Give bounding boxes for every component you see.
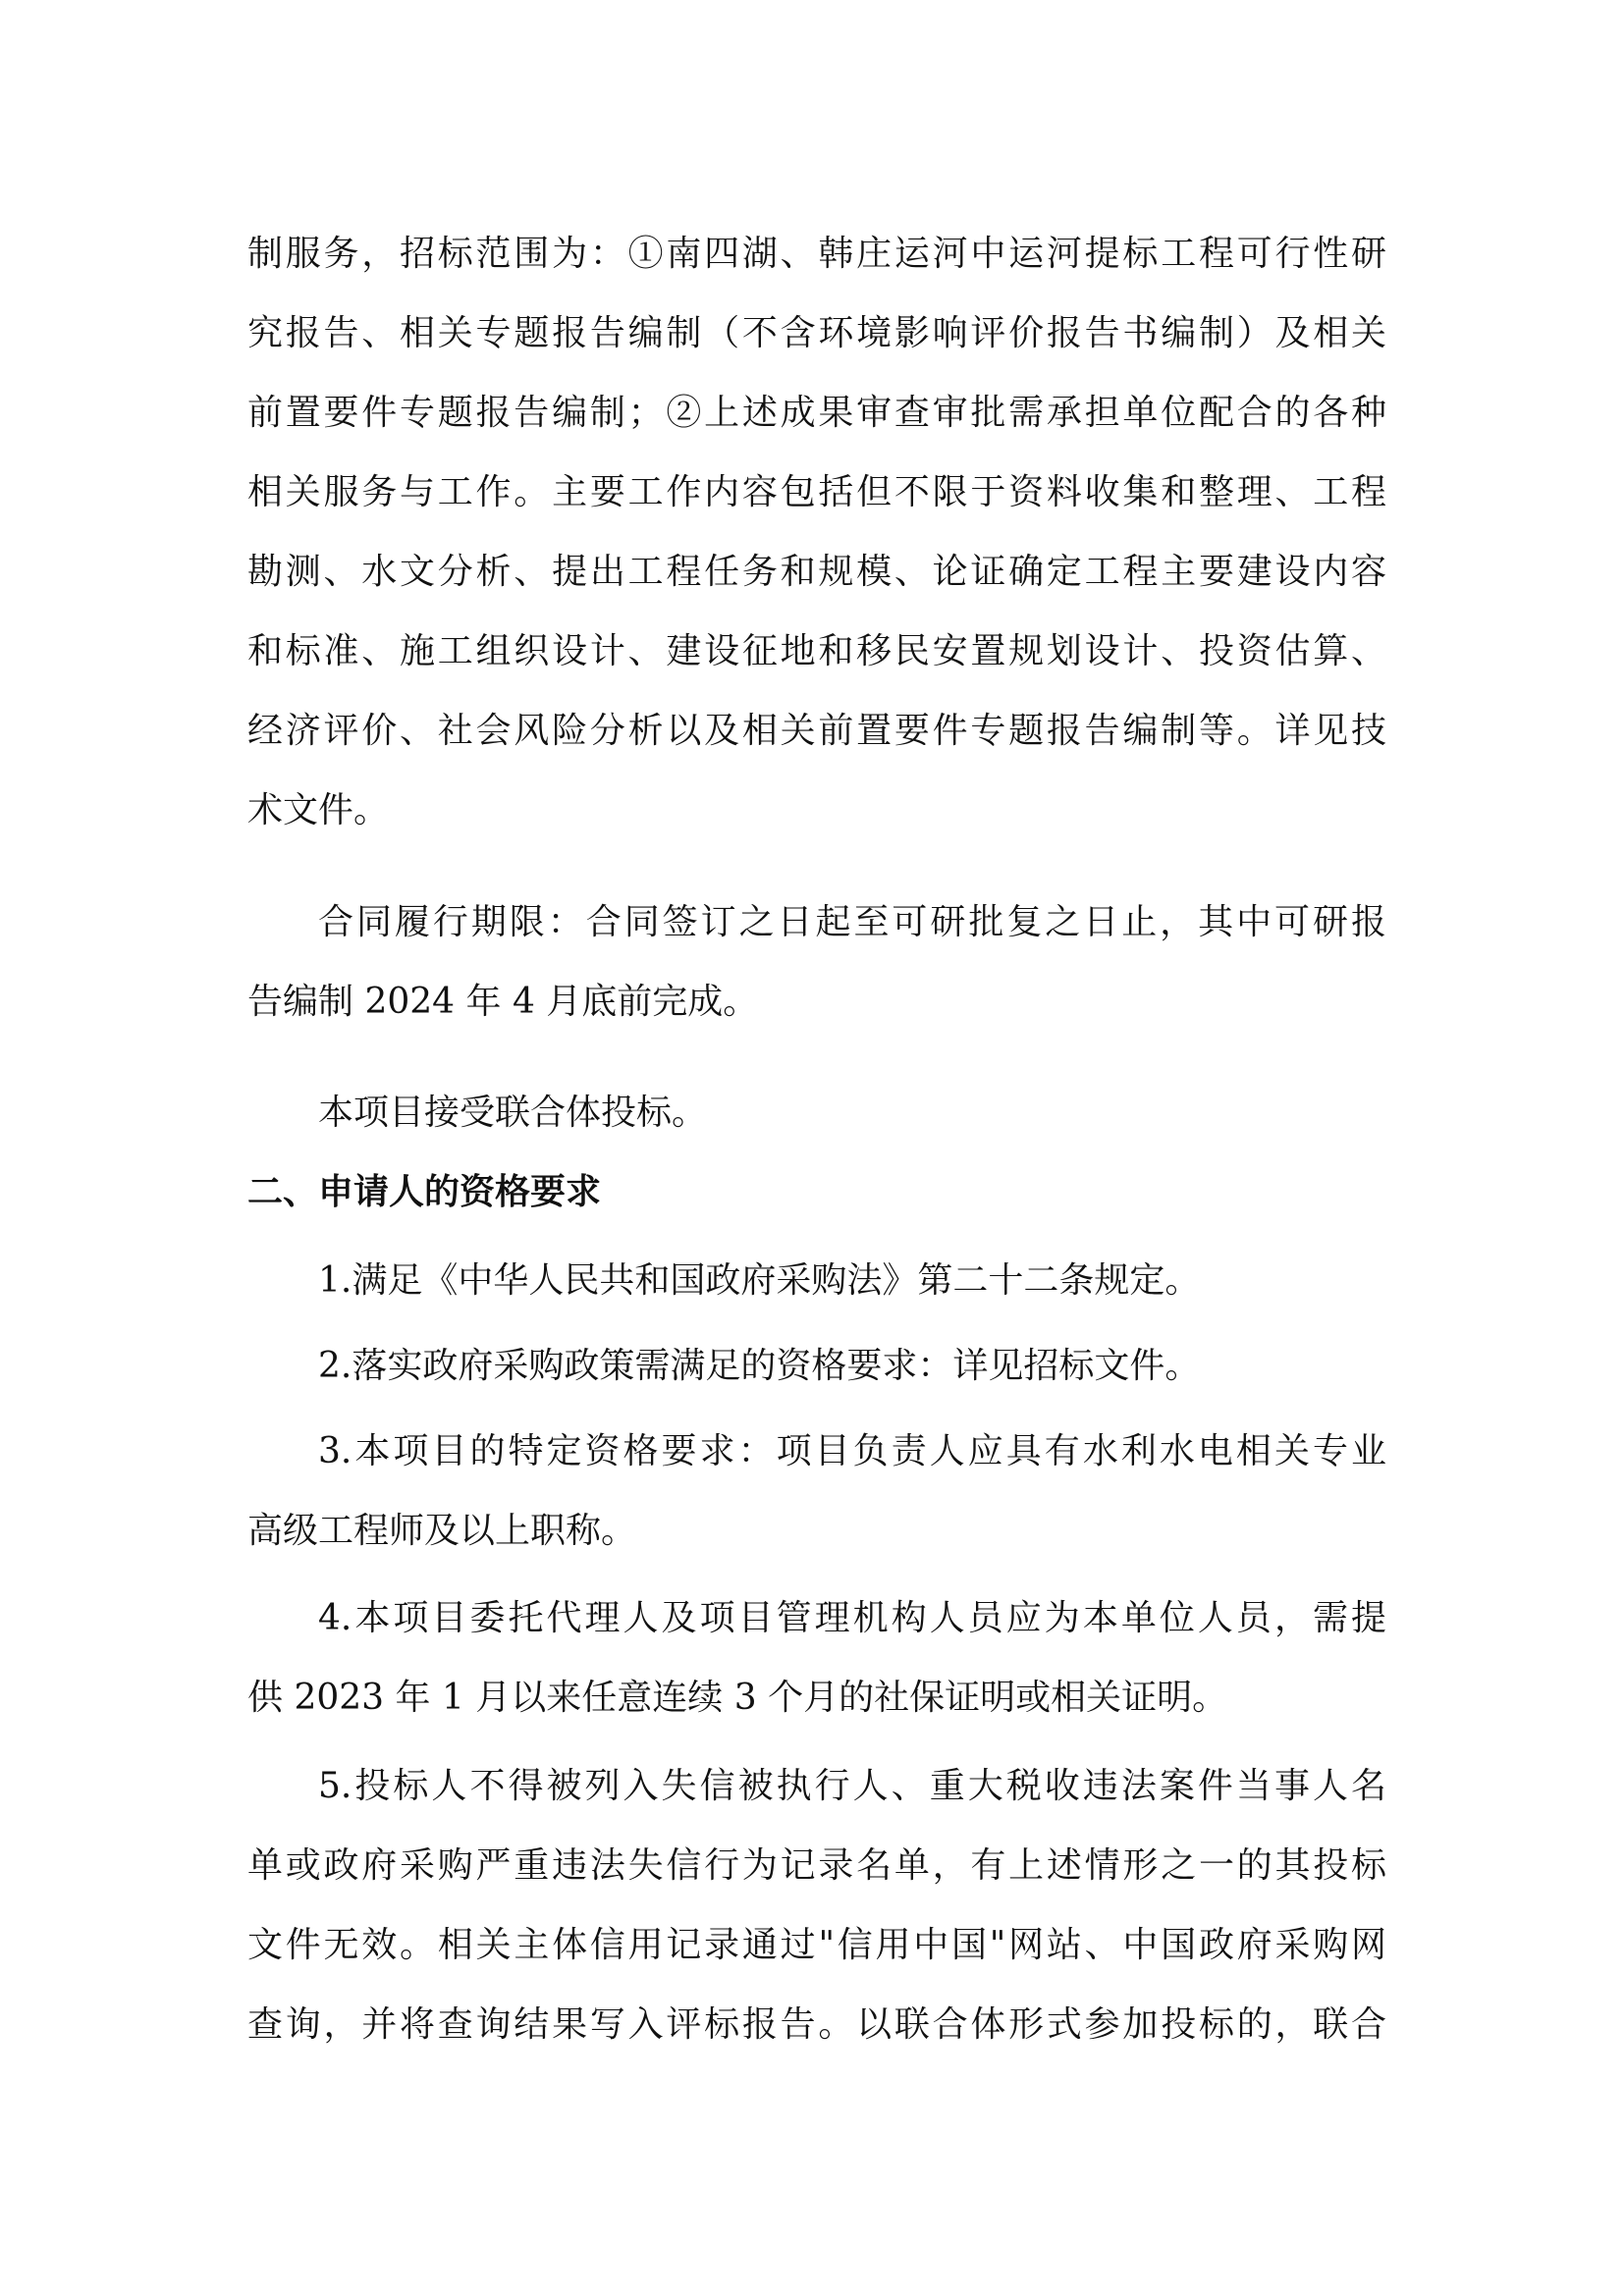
- text-line: 经济评价、社会风险分析以及相关前置要件专题报告编制等。详见技: [247, 711, 1386, 751]
- text-line: 2.落实政府采购政策需满足的资格要求：详见招标文件。: [318, 1346, 1201, 1386]
- text-line: 5.投标人不得被列入失信被执行人、重大税收违法案件当事人名: [318, 1766, 1386, 1806]
- section-heading: 二、申请人的资格要求: [247, 1172, 602, 1212]
- text-line: 勘测、水文分析、提出工程任务和规模、论证确定工程主要建设内容: [247, 552, 1386, 592]
- text-line: 制服务，招标范围为：①南四湖、韩庄运河中运河提标工程可行性研: [247, 234, 1386, 274]
- text-line: 究报告、相关专题报告编制（不含环境影响评价报告书编制）及相关: [247, 313, 1386, 353]
- text-line: 单或政府采购严重违法失信行为记录名单，有上述情形之一的其投标: [247, 1845, 1386, 1886]
- text-line: 合同履行期限：合同签订之日起至可研批复之日止，其中可研报: [318, 902, 1386, 942]
- text-line: 1.满足《中华人民共和国政府采购法》第二十二条规定。: [318, 1260, 1201, 1301]
- text-line: 和标准、施工组织设计、建设征地和移民安置规划设计、投资估算、: [247, 631, 1386, 671]
- text-line: 高级工程师及以上职称。: [247, 1511, 637, 1551]
- text-line: 4.本项目委托代理人及项目管理机构人员应为本单位人员，需提: [318, 1598, 1386, 1638]
- text-line: 供 2023 年 1 月以来任意连续 3 个月的社保证明或相关证明。: [247, 1678, 1228, 1718]
- text-line: 术文件。: [247, 790, 390, 830]
- text-line: 文件无效。相关主体信用记录通过"信用中国"网站、中国政府采购网: [247, 1925, 1386, 1965]
- text-line: 本项目接受联合体投标。: [318, 1093, 708, 1133]
- text-line: 告编制 2024 年 4 月底前完成。: [247, 982, 759, 1022]
- text-line: 相关服务与工作。主要工作内容包括但不限于资料收集和整理、工程: [247, 472, 1386, 512]
- text-line: 查询，并将查询结果写入评标报告。以联合体形式参加投标的，联合: [247, 2004, 1386, 2045]
- text-line: 前置要件专题报告编制；②上述成果审查审批需承担单位配合的各种: [247, 393, 1386, 433]
- text-line: 3.本项目的特定资格要求：项目负责人应具有水利水电相关专业: [318, 1431, 1386, 1471]
